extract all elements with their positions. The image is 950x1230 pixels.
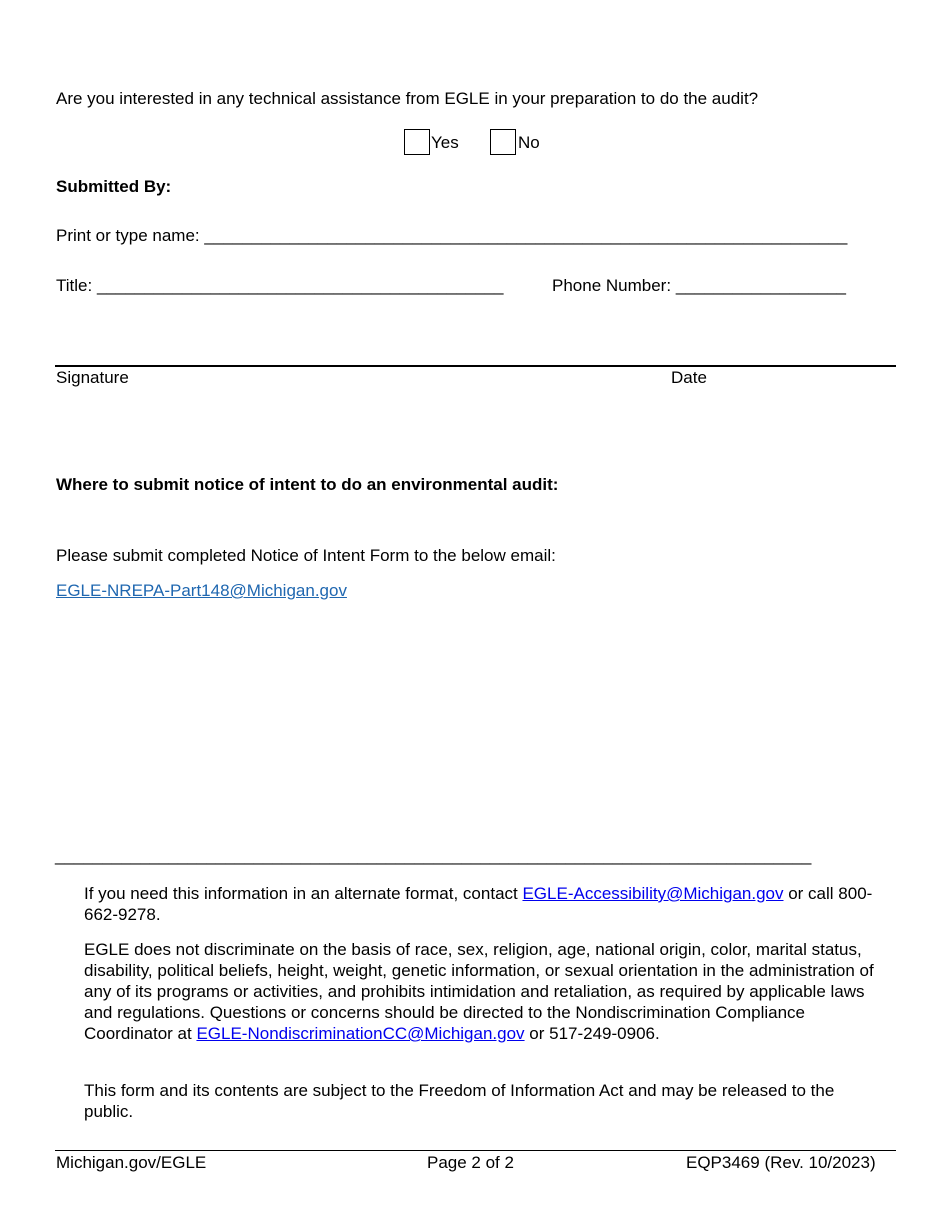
nondiscrimination-text-pre: EGLE does not discriminate on the basis of race, sex, religion, age, national origin, color, marital status, disability, political beliefs, height, weight, genetic information, or sexual orientation in the administration of any of its programs or activities, and prohibits intimidation and retaliation, as required by applicable laws and regulations. Questions or concerns should be directed to the Nondiscrimination Compliance Coordinator at xyxy=(84,940,874,1043)
title-field-row xyxy=(56,276,504,296)
footer-divider xyxy=(55,1150,896,1151)
submit-instruction: Please submit completed Notice of Intent Form to the below email: xyxy=(56,546,556,565)
name-input-line[interactable]: ____________________________________________________________________ xyxy=(204,226,848,245)
footer-form-id: EQP3469 (Rev. 10/2023) xyxy=(686,1153,876,1172)
phone-label: Phone Number: xyxy=(552,276,672,295)
no-checkbox[interactable] xyxy=(490,129,516,155)
assistance-question: Are you interested in any technical assistance from EGLE in your preparation to do the audit? xyxy=(56,89,759,108)
alternate-format-notice xyxy=(84,883,874,925)
submit-location-heading: Where to submit notice of intent to do an environmental audit: xyxy=(56,475,559,494)
signature-label: Signature xyxy=(56,368,129,387)
name-label: Print or type name: xyxy=(56,226,200,245)
title-label: Title: xyxy=(56,276,93,295)
name-field-row xyxy=(56,226,847,246)
phone-input-line[interactable]: __________________ xyxy=(675,276,846,295)
foia-notice: This form and its contents are subject to the Freedom of Information Act and may be released to the public. xyxy=(84,1081,835,1121)
notice-separator: ________________________________________________________________________________ xyxy=(55,846,812,865)
title-input-line[interactable]: ___________________________________________ xyxy=(96,276,504,295)
no-label: No xyxy=(518,133,540,152)
accessibility-email-link[interactable]: EGLE-Accessibility@Michigan.gov xyxy=(522,884,784,903)
alt-format-text-pre: If you need this information in an alternate format, contact xyxy=(84,884,523,903)
submission-email-link[interactable]: EGLE-NREPA-Part148@Michigan.gov xyxy=(56,581,347,600)
date-label: Date xyxy=(671,368,707,387)
footer-page-number: Page 2 of 2 xyxy=(427,1153,514,1172)
alt-format-text-post: or call 800-662-9278. xyxy=(84,884,873,924)
nondiscrimination-email-link[interactable]: EGLE-NondiscriminationCC@Michigan.gov xyxy=(196,1024,525,1043)
nondiscrimination-notice xyxy=(84,939,874,1044)
signature-line[interactable] xyxy=(55,365,896,367)
footer-website: Michigan.gov/EGLE xyxy=(56,1153,207,1172)
nondiscrimination-text-post: or 517-249-0906. xyxy=(524,1024,660,1043)
yes-label: Yes xyxy=(431,133,459,152)
phone-field-row xyxy=(552,276,846,296)
submitted-by-heading: Submitted By: xyxy=(56,177,172,196)
yes-checkbox[interactable] xyxy=(404,129,430,155)
